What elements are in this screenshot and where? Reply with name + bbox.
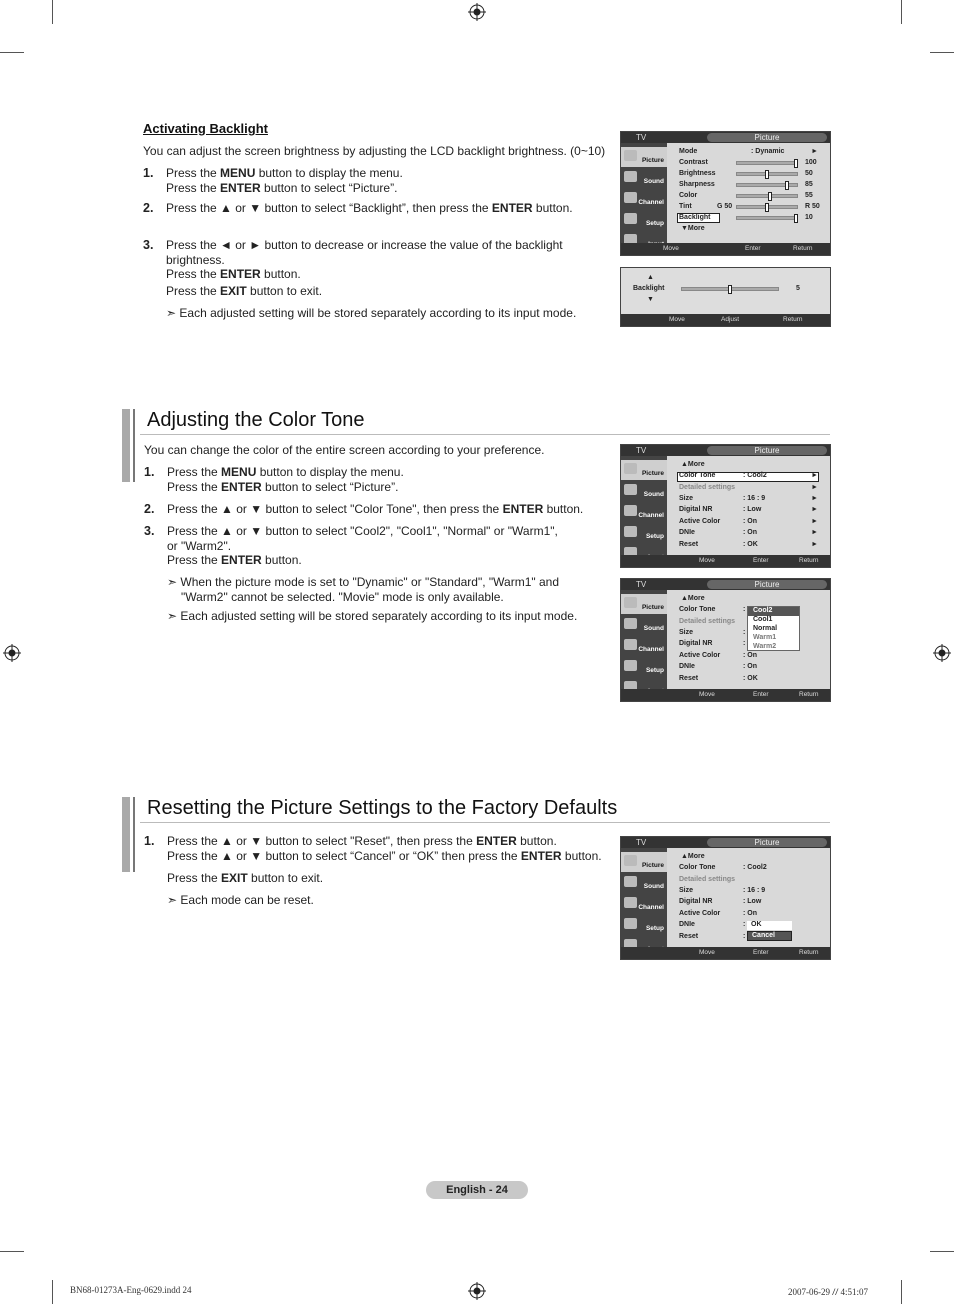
page-number-badge: English - 24 — [426, 1181, 528, 1199]
reset-title: Resetting the Picture Settings to the Factory Defaults — [147, 797, 618, 819]
osd-slider-knob — [794, 214, 798, 223]
osd-side-picture: Picture — [621, 852, 667, 872]
osd-side-picture: Picture — [621, 460, 667, 480]
osd-row: Tint — [679, 203, 692, 210]
backlight-heading: Activating Backlight — [143, 121, 268, 136]
osd-colon: : — [743, 933, 746, 940]
osd-value: 10 — [805, 214, 813, 221]
backlight-step-3-exit: Press the EXIT button to exit. — [166, 284, 323, 298]
section-rule — [140, 822, 830, 823]
osd-row: Size — [679, 887, 694, 894]
osd-reset-menu — [620, 836, 831, 960]
setup-icon — [624, 918, 637, 929]
slider-label: Backlight — [633, 285, 665, 292]
osd-side-setup: Setup — [621, 523, 667, 543]
osd-value: : 16 : 9 — [743, 887, 766, 894]
arrow-right-icon: ► — [811, 472, 818, 479]
osd-side-sound: Sound — [621, 873, 667, 893]
osd-title: Picture — [707, 838, 827, 847]
osd-title: Picture — [707, 133, 827, 142]
osd-value: : Cool2 — [743, 472, 767, 479]
osd-colon: : — [743, 921, 746, 928]
osd-value: : On — [743, 652, 757, 659]
arrow-right-icon: ► — [811, 506, 818, 513]
osd-footer-enter: Enter — [745, 245, 761, 252]
osd-value: : 16 : 9 — [743, 495, 766, 502]
osd-row: ▲More — [681, 595, 705, 602]
backlight-intro: You can adjust the screen brightness by adjusting the LCD backlight brightness. (0~10) — [143, 144, 606, 158]
osd-row: Reset — [679, 541, 699, 548]
osd-footer-move: Move — [699, 557, 715, 564]
osd-footer-enter: Enter — [753, 691, 769, 698]
osd-footer-return: Return — [799, 557, 819, 564]
osd-value: : Cool2 — [743, 864, 767, 871]
osd-value: G 50 — [717, 203, 733, 210]
step-number: 3. — [143, 238, 154, 252]
step-number: 1. — [144, 465, 155, 479]
crop-mark — [0, 52, 24, 53]
step-number: 3. — [144, 524, 155, 538]
crop-mark — [930, 52, 954, 53]
picture-icon — [624, 855, 637, 866]
color-tone-step-1: Press the MENU button to display the menu. Press the ENTER button to select “Picture”. — [167, 465, 404, 494]
osd-side-sound: Sound — [621, 168, 667, 188]
osd-row: ▲More — [681, 461, 705, 468]
osd-row: Digital NR — [679, 506, 713, 513]
osd-row: DNIe — [679, 529, 695, 536]
osd-side-setup: Setup — [621, 210, 667, 230]
osd-row: Color Tone — [679, 606, 716, 613]
registration-mark-icon — [933, 644, 951, 662]
step-number: 2. — [143, 201, 154, 215]
osd-dropdown — [747, 606, 800, 651]
dropdown-option-selected: Cancel — [747, 931, 792, 941]
osd-slider-knob — [768, 192, 772, 201]
osd-title: Picture — [707, 580, 827, 589]
slug-right: 2007-06-29 ꤷꤷ 4:51:07 — [788, 1287, 869, 1297]
osd-side-setup: Setup — [621, 657, 667, 677]
osd-tv-label: TV — [636, 446, 647, 455]
osd-value: : Low — [743, 898, 762, 905]
osd-color-tone-dropdown — [620, 578, 831, 702]
arrow-right-icon: ► — [811, 541, 818, 548]
arrow-right-icon: ► — [811, 495, 818, 502]
reset-step-1: Press the ▲ or ▼ button to select "Reset", then press the ENTER button. Press the ▲ or ▼ button to select “Cancel” or “OK” then press the ENTER button. — [167, 834, 602, 863]
crop-mark — [930, 1251, 954, 1252]
osd-colon: : — [743, 640, 746, 647]
sound-icon — [624, 171, 637, 182]
osd-row: DNIe — [679, 921, 695, 928]
osd-color-tone-menu — [620, 444, 831, 568]
osd-slider-knob — [765, 203, 769, 212]
arrow-right-icon: ► — [811, 529, 818, 536]
channel-icon — [624, 897, 637, 908]
slider-knob — [728, 285, 732, 294]
crop-mark — [52, 0, 53, 24]
picture-icon — [624, 463, 637, 474]
osd-picture-menu — [620, 131, 831, 256]
osd-row: Active Color — [679, 518, 721, 525]
channel-icon — [624, 192, 637, 203]
osd-row: Active Color — [679, 910, 721, 917]
crop-mark — [52, 1280, 53, 1304]
osd-row: Reset — [679, 933, 699, 940]
osd-title: Picture — [707, 446, 827, 455]
dropdown-option: OK — [747, 921, 792, 930]
step-number: 1. — [144, 834, 155, 848]
osd-row: Detailed settings — [679, 876, 736, 883]
osd-row: Size — [679, 629, 694, 636]
sound-icon — [624, 618, 637, 629]
color-tone-note-1: ➣ When the picture mode is set to "Dynamic" or "Standard", "Warm1" and "Warm2" cannot be selected. "Movie" mode is only available. — [167, 575, 559, 604]
osd-value: 85 — [805, 181, 813, 188]
slider-value: 5 — [796, 285, 800, 292]
color-tone-intro: You can change the color of the entire screen according to your preference. — [144, 443, 545, 457]
dropdown-option: Cool1 — [753, 616, 773, 623]
dropdown-option: Normal — [753, 625, 778, 632]
section-bar — [133, 797, 135, 872]
osd-slider-track — [736, 216, 798, 220]
osd-value: : OK — [743, 541, 758, 548]
osd-row: Reset — [679, 675, 699, 682]
section-bar — [122, 409, 130, 482]
osd-side-channel: Channel — [621, 189, 667, 209]
section-rule — [140, 434, 830, 435]
osd-footer-return: Return — [799, 691, 819, 698]
color-tone-step-2: Press the ▲ or ▼ button to select "Color Tone", then press the ENTER button. — [167, 502, 584, 516]
osd-value: : On — [743, 518, 757, 525]
osd-side-picture: Picture — [621, 594, 667, 614]
arrow-up-icon: ▲ — [647, 274, 654, 281]
osd-footer-move: Move — [699, 949, 715, 956]
setup-icon — [624, 526, 637, 537]
dropdown-option: Warm2 — [753, 643, 777, 650]
channel-icon — [624, 505, 637, 516]
slug-left: BN68-01273A-Eng-0629.indd 24 — [70, 1285, 192, 1295]
osd-slider-knob — [794, 159, 798, 168]
osd-footer-return: Return — [793, 245, 813, 252]
osd-side-picture: Picture — [621, 147, 667, 167]
osd-side-sound: Sound — [621, 481, 667, 501]
osd-value: : On — [743, 663, 757, 670]
osd-colon: : — [743, 629, 746, 636]
arrow-right-icon: ► — [811, 484, 818, 491]
dropdown-option-selected: Cool2 — [748, 607, 799, 616]
backlight-step-2: Press the ▲ or ▼ button to select “Backlight”, then press the ENTER button. — [166, 201, 573, 215]
sound-icon — [624, 876, 637, 887]
osd-footer-return: Return — [799, 949, 819, 956]
osd-slider-track — [736, 161, 798, 165]
osd-backlight-slider — [620, 267, 831, 327]
osd-row: ▲More — [681, 853, 705, 860]
osd-tv-label: TV — [636, 133, 647, 142]
reset-step-1-exit: Press the EXIT button to exit. — [167, 871, 324, 885]
osd-row: Mode — [679, 148, 698, 155]
osd-value: : On — [743, 529, 757, 536]
osd-slider-knob — [765, 170, 769, 179]
osd-row: Color — [679, 192, 698, 199]
osd-footer-enter: Enter — [753, 557, 769, 564]
osd-value: 100 — [805, 159, 817, 166]
setup-icon — [624, 213, 637, 224]
osd-tv-label: TV — [636, 838, 647, 847]
arrow-right-icon: ► — [811, 148, 818, 155]
arrow-down-icon: ▼ — [647, 296, 654, 303]
reset-note: ➣ Each mode can be reset. — [167, 893, 314, 907]
osd-side-channel: Channel — [621, 894, 667, 914]
osd-footer-enter: Enter — [753, 949, 769, 956]
osd-row: Contrast — [679, 159, 708, 166]
setup-icon — [624, 660, 637, 671]
crop-mark — [901, 0, 902, 24]
osd-value: R 50 — [805, 203, 820, 210]
osd-row: Sharpness — [679, 181, 715, 188]
osd-footer-adjust: Adjust — [721, 316, 740, 323]
dropdown-option: Warm1 — [753, 634, 777, 641]
osd-footer-move: Move — [663, 245, 679, 252]
osd-footer-return: Return — [783, 316, 803, 323]
osd-side-channel: Channel — [621, 502, 667, 522]
osd-value: : Dynamic — [751, 148, 785, 155]
color-tone-note-2: ➣ Each adjusted setting will be stored separately according to its input mode. — [167, 609, 578, 623]
osd-row: Backlight — [679, 214, 711, 221]
step-number: 2. — [144, 502, 155, 516]
osd-row: Digital NR — [679, 898, 713, 905]
arrow-right-icon: ► — [811, 518, 818, 525]
osd-row: Brightness — [679, 170, 716, 177]
osd-row: ▼More — [681, 225, 705, 232]
osd-colon: : — [743, 606, 746, 613]
osd-row: Active Color — [679, 652, 721, 659]
sound-icon — [624, 484, 637, 495]
osd-row: Color Tone — [679, 472, 716, 479]
step-number: 1. — [143, 166, 154, 180]
picture-icon — [624, 597, 637, 608]
registration-mark-icon — [3, 644, 21, 662]
osd-row: Color Tone — [679, 864, 716, 871]
osd-row: Size — [679, 495, 694, 502]
osd-footer-move: Move — [669, 316, 685, 323]
osd-row: DNIe — [679, 663, 695, 670]
osd-value: : Low — [743, 506, 762, 513]
color-tone-step-3: Press the ▲ or ▼ button to select "Cool2", "Cool1", "Normal" or "Warm1", or "Warm2". Press the ENTER button. — [167, 524, 558, 567]
osd-value: : OK — [743, 675, 758, 682]
osd-value: 55 — [805, 192, 813, 199]
color-tone-title: Adjusting the Color Tone — [147, 409, 365, 431]
registration-mark-icon — [468, 3, 486, 21]
crop-mark — [0, 1251, 24, 1252]
backlight-note: ➣ Each adjusted setting will be stored separately according to its input mode. — [166, 306, 577, 320]
osd-footer-move: Move — [699, 691, 715, 698]
osd-row: Detailed settings — [679, 484, 736, 491]
osd-value: : On — [743, 910, 757, 917]
osd-tv-label: TV — [636, 580, 647, 589]
osd-side-sound: Sound — [621, 615, 667, 635]
registration-mark-icon — [468, 1282, 486, 1300]
osd-side-setup: Setup — [621, 915, 667, 935]
osd-side-channel: Channel — [621, 636, 667, 656]
backlight-step-1: Press the MENU button to display the menu. Press the ENTER button to select “Picture”. — [166, 166, 403, 195]
osd-slider-knob — [785, 181, 789, 190]
section-bar — [122, 797, 130, 872]
channel-icon — [624, 639, 637, 650]
osd-value: 50 — [805, 170, 813, 177]
picture-icon — [624, 150, 637, 161]
backlight-step-3: Press the ◄ or ► button to decrease or increase the value of the backlight brightness. Press the ENTER button. — [166, 238, 563, 281]
section-bar — [133, 409, 135, 482]
osd-row: Detailed settings — [679, 618, 736, 625]
crop-mark — [901, 1280, 902, 1304]
osd-row: Digital NR — [679, 640, 713, 647]
